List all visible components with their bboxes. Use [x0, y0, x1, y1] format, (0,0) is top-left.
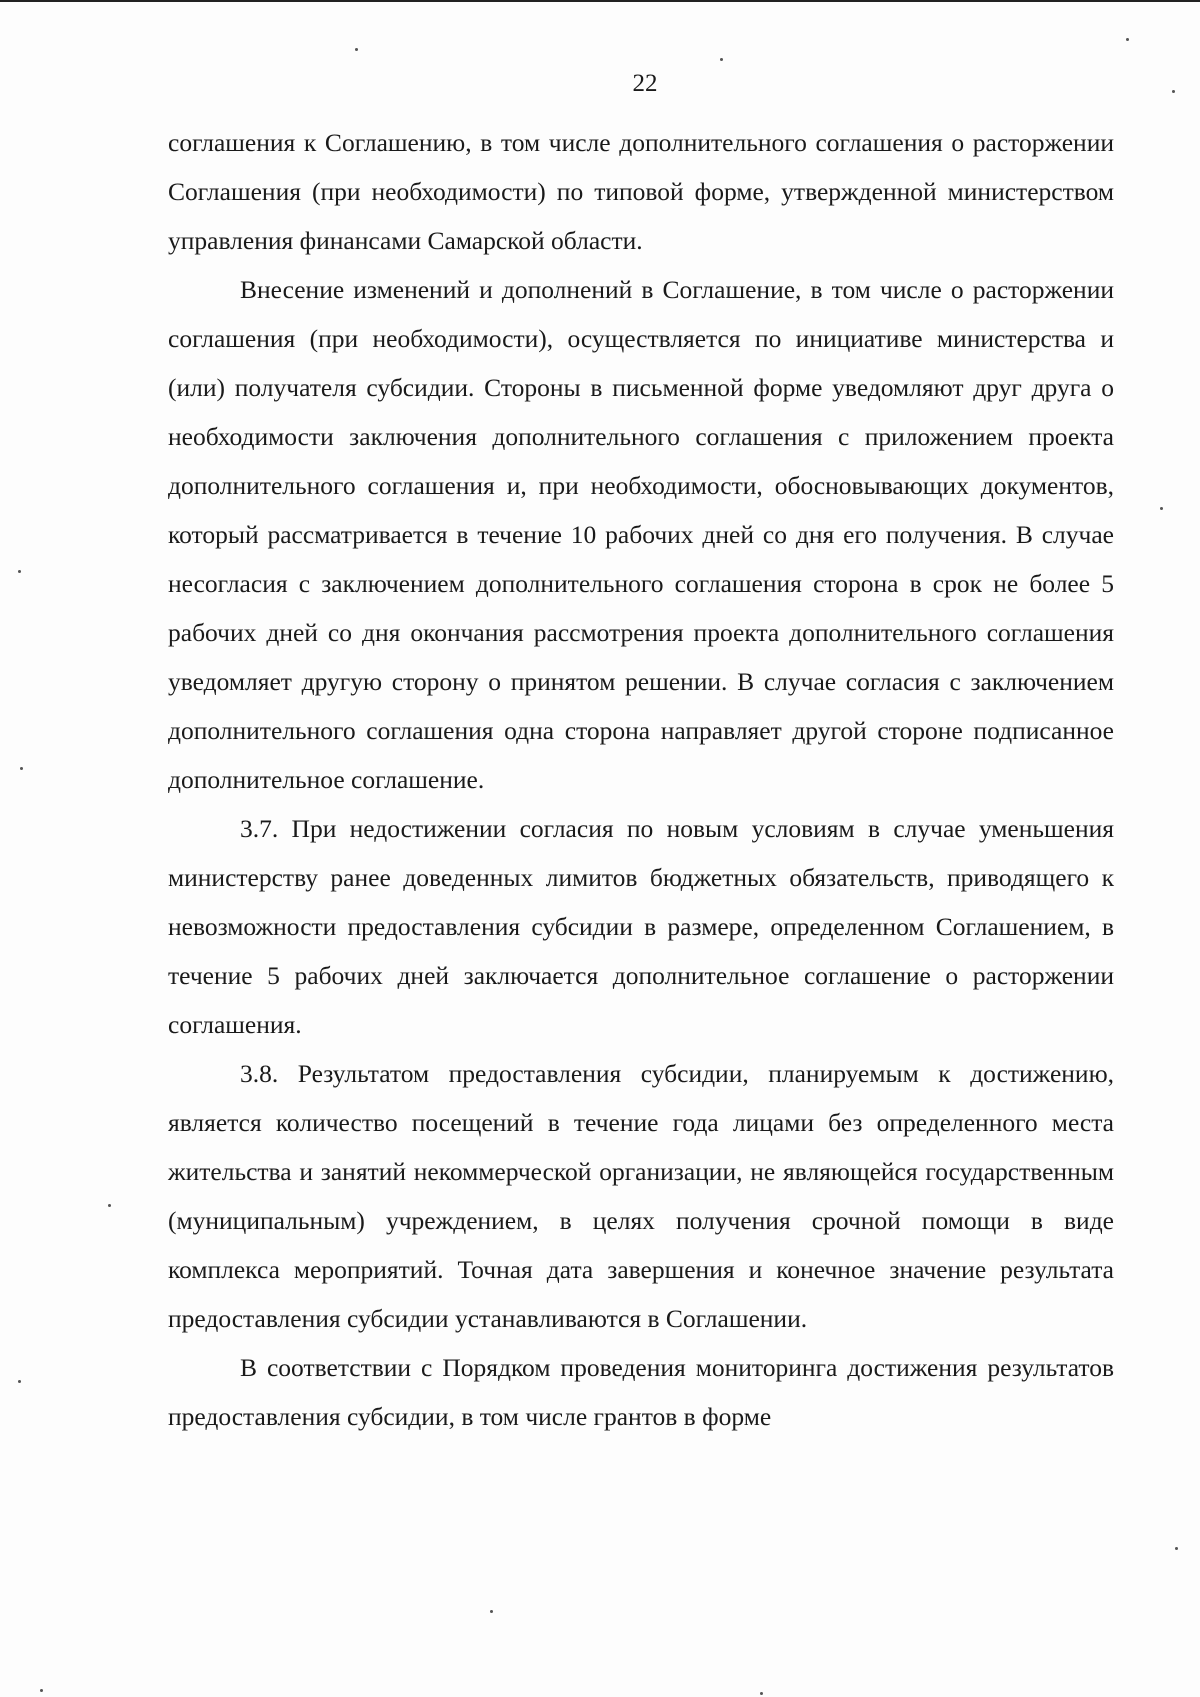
scan-speck: [720, 58, 723, 61]
scan-speck: [1160, 507, 1163, 510]
scan-speck: [108, 1204, 111, 1207]
scan-speck: [355, 48, 358, 51]
paragraph-continuation: соглашения к Соглашению, в том числе дополнительного соглашения о расторжении Соглашения (при необходимости) по типовой форме, утвержденной министерством управления финансами Самарской области.: [168, 128, 1114, 255]
page-number: 22: [632, 70, 658, 97]
scan-speck: [1172, 90, 1175, 93]
scan-speck: [1126, 38, 1129, 41]
paragraph-amendments: Внесение изменений и дополнений в Соглашение, в том числе о расторжении соглашения (при необходимости), осуществляется по инициативе министерства и (или) получателя субсидии. Стороны в письменной форме уведомляют друг друга о необходимости заключения дополнительного соглашения с приложением проекта дополнительного соглашения и, при необходимости, обосновывающих документов, который рассматривается в течение 10 рабочих дней со дня его получения. В случае несогласия с заключением дополнительного соглашения сторона в срок не более 5 рабочих дней со дня окончания рассмотрения проекта дополнительного соглашения уведомляет другую сторону о принятом решении. В случае согласия с заключением дополнительного соглашения одна сторона направляет другой стороне подписанное дополнительное соглашение.: [168, 275, 1114, 794]
paragraph-3-8: 3.8. Результатом предоставления субсидии, планируемым к достижению, является количество посещений в течение года лицами без определенного места жительства и занятий некоммерческой организации, не являющейся государственным (муниципальным) учреждением, в целях получения срочной помощи в виде комплекса мероприятий. Точная дата завершения и конечное значение результата предоставления субсидии устанавливаются в Соглашении.: [168, 1059, 1114, 1333]
scan-speck: [18, 1380, 21, 1383]
scan-speck: [18, 570, 21, 573]
document-body: [168, 118, 1114, 1441]
scan-speck: [760, 1692, 763, 1695]
scan-speck: [20, 767, 23, 770]
scan-speck: [40, 1689, 43, 1692]
paragraph-3-7: 3.7. При недостижении согласия по новым условиям в случае уменьшения министерству ранее доведенных лимитов бюджетных обязательств, приводящего к невозможности предоставления субсидии в размере, определенном Соглашением, в течение 5 рабочих дней заключается дополнительное соглашение о расторжении соглашения.: [168, 814, 1114, 1039]
paragraph-monitoring: В соответствии с Порядком проведения мониторинга достижения результатов предоставления субсидии, в том числе грантов в форме: [168, 1353, 1114, 1431]
scan-speck: [490, 1610, 493, 1613]
scan-speck: [1175, 1547, 1178, 1550]
